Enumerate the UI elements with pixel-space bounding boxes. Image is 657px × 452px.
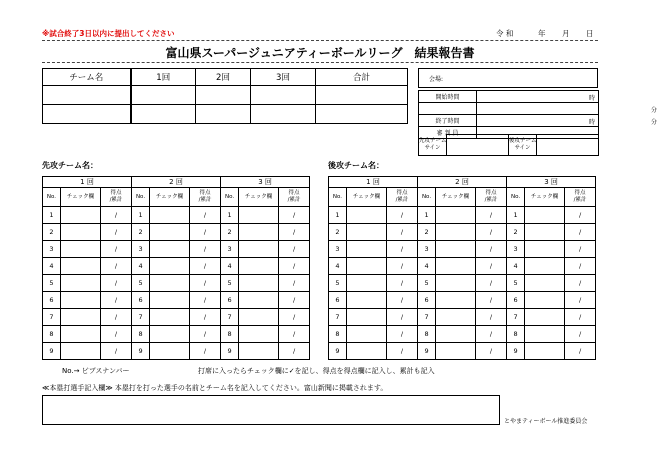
second-team-runs-cell[interactable]: / <box>387 343 418 360</box>
second-team-runs-cell[interactable]: / <box>387 224 418 241</box>
first-team-check-cell[interactable] <box>61 292 101 309</box>
second-team-col-no: No. <box>418 188 436 207</box>
first-team-batter-number: 9 <box>43 343 61 360</box>
first-team-col-no: No. <box>221 188 239 207</box>
first-team-col-runs-line1: 得点 <box>288 190 300 196</box>
second-team-check-cell[interactable] <box>525 258 565 275</box>
first-team-batter-number: 3 <box>43 241 61 258</box>
first-team-check-cell[interactable] <box>239 258 279 275</box>
first-team-check-cell[interactable] <box>150 207 190 224</box>
first-team-runs-cell[interactable]: / <box>101 343 132 360</box>
second-team-check-cell[interactable] <box>436 309 476 326</box>
second-team-batter-number: 2 <box>418 224 436 241</box>
first-team-check-cell[interactable] <box>239 275 279 292</box>
second-team-runs-cell[interactable]: / <box>476 258 507 275</box>
first-team-col-no: No. <box>132 188 150 207</box>
venue-box[interactable] <box>418 68 598 88</box>
first-team-runs-cell[interactable]: / <box>101 309 132 326</box>
second-team-batter-number: 2 <box>329 224 347 241</box>
homerun-title: ≪本塁打選手記入欄≫ 本塁打を打った選手の名前とチーム名を記入してください。富山新聞に掲載されます。 <box>42 384 388 392</box>
first-team-check-cell[interactable] <box>150 309 190 326</box>
first-team-inning-3[interactable] <box>251 86 316 105</box>
date-month: 月 <box>562 29 570 38</box>
second-team-batter-number: 6 <box>507 292 525 309</box>
end-time-cell[interactable] <box>477 115 657 127</box>
first-team-batter-number: 4 <box>132 258 150 275</box>
first-team-runs-cell[interactable]: / <box>101 292 132 309</box>
second-team-batter-number: 5 <box>329 275 347 292</box>
second-team-batter-number: 3 <box>418 241 436 258</box>
first-team-check-cell[interactable] <box>61 258 101 275</box>
first-team-check-cell[interactable] <box>239 343 279 360</box>
second-team-check-cell[interactable] <box>436 224 476 241</box>
first-team-runs-cell[interactable]: / <box>190 258 221 275</box>
first-team-batter-number: 1 <box>43 207 61 224</box>
first-team-runs-cell[interactable]: / <box>190 241 221 258</box>
second-team-runs-cell[interactable]: / <box>387 309 418 326</box>
first-team-inning-2-header: 2 回 <box>132 177 221 188</box>
second-team-batter-number: 7 <box>418 309 436 326</box>
second-team-runs-cell[interactable]: / <box>476 343 507 360</box>
first-team-runs-cell[interactable]: / <box>279 309 310 326</box>
first-sign-label-line1: 先攻チーム <box>419 138 447 144</box>
second-team-batter-number: 1 <box>329 207 347 224</box>
second-sign-label-line2: サイン <box>514 144 531 151</box>
first-team-batter-number: 5 <box>221 275 239 292</box>
second-team-check-cell[interactable] <box>525 343 565 360</box>
first-team-batter-number: 8 <box>43 326 61 343</box>
second-team-check-cell[interactable] <box>347 258 387 275</box>
first-team-check-cell[interactable] <box>61 309 101 326</box>
first-team-col-runs <box>190 188 221 207</box>
second-team-inning-1[interactable] <box>131 105 196 124</box>
second-team-col-runs-line2: /累計 <box>573 197 587 203</box>
first-team-batter-number: 7 <box>132 309 150 326</box>
second-team-runs-cell[interactable]: / <box>565 275 596 292</box>
second-team-batter-number: 6 <box>329 292 347 309</box>
venue-label: 会場: <box>429 76 444 83</box>
second-team-batter-number: 4 <box>329 258 347 275</box>
title-divider <box>42 62 598 63</box>
end-minute-unit: 分 <box>651 119 657 126</box>
second-team-check-cell[interactable] <box>525 326 565 343</box>
second-team-col-runs-line2: /累計 <box>484 197 498 203</box>
first-team-batter-number: 2 <box>43 224 61 241</box>
team-summary-table <box>42 68 408 124</box>
first-team-label: 先攻チーム名： <box>42 161 98 170</box>
second-team-col-runs <box>387 188 418 207</box>
second-team-runs-cell[interactable]: / <box>476 326 507 343</box>
first-team-col-runs-line2: /累計 <box>198 197 212 203</box>
second-team-check-cell[interactable] <box>436 258 476 275</box>
first-team-batter-number: 6 <box>43 292 61 309</box>
first-team-check-cell[interactable] <box>239 309 279 326</box>
first-team-batter-number: 8 <box>132 326 150 343</box>
second-team-check-cell[interactable] <box>525 241 565 258</box>
second-sign-label <box>509 135 537 156</box>
second-team-runs-cell[interactable]: / <box>387 292 418 309</box>
first-team-col-runs-line2: /累計 <box>109 197 123 203</box>
first-team-check-cell[interactable] <box>61 207 101 224</box>
second-team-runs-cell[interactable]: / <box>476 309 507 326</box>
first-team-runs-cell[interactable]: / <box>279 326 310 343</box>
second-team-batter-number: 3 <box>507 241 525 258</box>
second-team-batter-number: 2 <box>507 224 525 241</box>
second-team-check-cell[interactable] <box>525 207 565 224</box>
first-team-batter-number: 7 <box>43 309 61 326</box>
first-team-batter-number: 4 <box>221 258 239 275</box>
start-time-label: 開始時間 <box>419 91 477 103</box>
first-team-batter-number: 3 <box>221 241 239 258</box>
first-team-col-runs-line2: /累計 <box>287 197 301 203</box>
second-team-runs-cell[interactable]: / <box>387 275 418 292</box>
second-team-runs-cell[interactable]: / <box>387 326 418 343</box>
second-team-col-no: No. <box>507 188 525 207</box>
second-team-batter-number: 8 <box>507 326 525 343</box>
second-team-inning-2-header: 2 回 <box>418 177 507 188</box>
second-team-name-cell[interactable] <box>43 105 131 124</box>
first-team-col-runs-line1: 得点 <box>110 190 122 196</box>
second-team-check-cell[interactable] <box>347 343 387 360</box>
second-team-inning-2[interactable] <box>196 105 251 124</box>
second-team-col-runs-line1: 得点 <box>396 190 408 196</box>
first-team-check-cell[interactable] <box>150 241 190 258</box>
second-team-runs-cell[interactable]: / <box>565 258 596 275</box>
second-team-check-cell[interactable] <box>347 241 387 258</box>
first-team-check-cell[interactable] <box>150 343 190 360</box>
first-team-check-cell[interactable] <box>61 343 101 360</box>
second-team-inning-1-header: 1 回 <box>329 177 418 188</box>
second-team-batter-number: 3 <box>329 241 347 258</box>
second-sign-label-line1: 後攻チーム <box>509 138 537 145</box>
second-team-label: 後攻チーム名： <box>328 161 384 170</box>
first-team-check-cell[interactable] <box>61 326 101 343</box>
second-team-col-runs-line2: /累計 <box>395 197 409 203</box>
first-team-name-cell[interactable] <box>43 86 131 105</box>
start-minute-unit: 分 <box>651 107 657 114</box>
second-team-runs-cell[interactable]: / <box>387 258 418 275</box>
header-divider <box>42 40 598 41</box>
date-year: 年 <box>538 29 546 38</box>
second-team-check-cell[interactable] <box>347 292 387 309</box>
second-team-runs-cell[interactable]: / <box>387 241 418 258</box>
second-team-batter-number: 7 <box>507 309 525 326</box>
header-total: 合計 <box>316 69 408 86</box>
first-team-col-check: チェック欄 <box>150 188 190 207</box>
second-team-check-cell[interactable] <box>436 275 476 292</box>
second-team-batter-number: 8 <box>418 326 436 343</box>
second-team-col-runs-line1: 得点 <box>574 190 586 196</box>
second-team-runs-cell[interactable]: / <box>565 326 596 343</box>
second-team-runs-cell[interactable]: / <box>565 207 596 224</box>
first-team-runs-cell[interactable]: / <box>190 309 221 326</box>
first-team-check-cell[interactable] <box>61 275 101 292</box>
second-team-runs-cell[interactable]: / <box>565 292 596 309</box>
second-team-batter-number: 5 <box>418 275 436 292</box>
second-team-total[interactable] <box>316 105 408 124</box>
second-team-batter-number: 9 <box>329 343 347 360</box>
first-team-batter-number: 2 <box>132 224 150 241</box>
first-team-runs-cell[interactable]: / <box>101 258 132 275</box>
second-team-check-cell[interactable] <box>347 275 387 292</box>
umpire-label: 審 判 員 <box>419 127 477 139</box>
second-team-check-cell[interactable] <box>525 292 565 309</box>
first-team-check-cell[interactable] <box>150 224 190 241</box>
date-era: 令 和 <box>496 29 514 38</box>
first-team-runs-cell[interactable]: / <box>190 224 221 241</box>
first-team-check-cell[interactable] <box>150 326 190 343</box>
first-team-batter-number: 4 <box>43 258 61 275</box>
first-team-col-runs-line1: 得点 <box>199 190 211 196</box>
first-team-check-cell[interactable] <box>61 241 101 258</box>
second-team-batter-number: 6 <box>418 292 436 309</box>
header-inning-3: 3回 <box>251 69 316 86</box>
second-team-col-runs <box>476 188 507 207</box>
second-team-check-cell[interactable] <box>347 224 387 241</box>
first-team-batter-number: 5 <box>132 275 150 292</box>
entry-instruction: 打席に入ったらチェック欄に✓を記し、得点を得点欄に記入し、累計も記入 <box>198 367 435 375</box>
second-team-check-cell[interactable] <box>436 292 476 309</box>
first-team-runs-cell[interactable]: / <box>190 207 221 224</box>
first-team-batter-number: 6 <box>132 292 150 309</box>
first-team-runs-cell[interactable]: / <box>101 207 132 224</box>
first-team-check-cell[interactable] <box>239 292 279 309</box>
first-team-check-cell[interactable] <box>239 207 279 224</box>
first-team-col-runs <box>279 188 310 207</box>
end-hour-unit: 時 <box>589 119 596 126</box>
first-team-runs-cell[interactable]: / <box>101 224 132 241</box>
first-team-check-cell[interactable] <box>239 326 279 343</box>
second-team-check-cell[interactable] <box>436 343 476 360</box>
second-team-check-cell[interactable] <box>525 224 565 241</box>
second-team-col-no: No. <box>329 188 347 207</box>
first-team-runs-cell[interactable]: / <box>101 241 132 258</box>
second-team-batter-number: 8 <box>329 326 347 343</box>
first-team-col-check: チェック欄 <box>61 188 101 207</box>
second-team-runs-cell[interactable]: / <box>476 207 507 224</box>
second-team-check-cell[interactable] <box>347 326 387 343</box>
first-team-batter-number: 1 <box>132 207 150 224</box>
first-team-check-cell[interactable] <box>61 224 101 241</box>
committee-name: とやまティーボール推進委員会 <box>504 418 588 425</box>
first-team-batter-number: 5 <box>43 275 61 292</box>
first-team-check-cell[interactable] <box>150 292 190 309</box>
second-team-inning-3[interactable] <box>251 105 316 124</box>
second-team-runs-cell[interactable]: / <box>476 224 507 241</box>
second-team-col-runs <box>565 188 596 207</box>
first-team-batter-number: 8 <box>221 326 239 343</box>
first-team-batter-number: 6 <box>221 292 239 309</box>
header-inning-1: 1回 <box>131 69 196 86</box>
deadline-notice: ※試合終了3日以内に提出してください <box>42 29 175 38</box>
first-team-runs-cell[interactable]: / <box>190 343 221 360</box>
first-team-runs-cell[interactable]: / <box>190 292 221 309</box>
first-team-inning-2[interactable] <box>196 86 251 105</box>
first-team-check-cell[interactable] <box>239 224 279 241</box>
second-team-runs-cell[interactable]: / <box>565 343 596 360</box>
second-team-inning-3-header: 3 回 <box>507 177 596 188</box>
first-team-batter-number: 9 <box>221 343 239 360</box>
time-table <box>418 90 657 139</box>
first-team-check-cell[interactable] <box>239 241 279 258</box>
second-team-col-runs-line1: 得点 <box>485 190 497 196</box>
first-team-runs-cell[interactable]: / <box>279 224 310 241</box>
first-team-batter-number: 1 <box>221 207 239 224</box>
first-team-runs-cell[interactable]: / <box>101 275 132 292</box>
second-team-runs-cell[interactable]: / <box>476 241 507 258</box>
first-team-runs-cell[interactable]: / <box>190 275 221 292</box>
first-sign-label <box>419 135 447 156</box>
second-team-batter-number: 4 <box>507 258 525 275</box>
second-team-runs-cell[interactable]: / <box>565 224 596 241</box>
first-team-inning-1-header: 1 回 <box>43 177 132 188</box>
second-team-batter-number: 5 <box>507 275 525 292</box>
second-team-batter-number: 1 <box>418 207 436 224</box>
first-team-col-no: No. <box>43 188 61 207</box>
second-team-check-cell[interactable] <box>436 241 476 258</box>
first-team-total[interactable] <box>316 86 408 105</box>
homerun-entry-box[interactable] <box>42 395 500 425</box>
first-team-runs-cell[interactable]: / <box>190 326 221 343</box>
second-team-score-grid <box>328 176 596 360</box>
first-sign-label-line2: サイン <box>424 144 441 151</box>
first-team-batter-number: 2 <box>221 224 239 241</box>
signature-table <box>418 134 599 156</box>
second-team-check-cell[interactable] <box>347 309 387 326</box>
first-team-runs-cell[interactable]: / <box>279 258 310 275</box>
first-team-batter-number: 9 <box>132 343 150 360</box>
second-team-batter-number: 9 <box>507 343 525 360</box>
first-team-inning-3-header: 3 回 <box>221 177 310 188</box>
second-team-runs-cell[interactable]: / <box>565 241 596 258</box>
first-team-check-cell[interactable] <box>150 275 190 292</box>
first-team-runs-cell[interactable]: / <box>279 207 310 224</box>
first-team-col-check: チェック欄 <box>239 188 279 207</box>
second-team-runs-cell[interactable]: / <box>476 292 507 309</box>
header-inning-2: 2回 <box>196 69 251 86</box>
end-time-label: 終了時間 <box>419 115 477 127</box>
second-team-check-cell[interactable] <box>525 309 565 326</box>
second-team-runs-cell[interactable]: / <box>476 275 507 292</box>
bib-note: No.→ ビブスナンバー <box>62 367 130 375</box>
first-team-batter-number: 7 <box>221 309 239 326</box>
date-day: 日 <box>586 29 594 38</box>
first-team-runs-cell[interactable]: / <box>279 241 310 258</box>
second-team-check-cell[interactable] <box>436 207 476 224</box>
second-team-check-cell[interactable] <box>525 275 565 292</box>
second-team-batter-number: 1 <box>507 207 525 224</box>
second-team-batter-number: 4 <box>418 258 436 275</box>
first-team-inning-1[interactable] <box>131 86 196 105</box>
second-team-col-check: チェック欄 <box>525 188 565 207</box>
first-team-batter-number: 3 <box>132 241 150 258</box>
first-team-check-cell[interactable] <box>150 258 190 275</box>
first-team-runs-cell[interactable]: / <box>279 292 310 309</box>
first-team-runs-cell[interactable]: / <box>101 326 132 343</box>
second-team-check-cell[interactable] <box>436 326 476 343</box>
start-hour-unit: 時 <box>589 95 596 102</box>
second-team-col-check: チェック欄 <box>347 188 387 207</box>
second-team-batter-number: 9 <box>418 343 436 360</box>
first-team-runs-cell[interactable]: / <box>279 275 310 292</box>
second-sign-cell[interactable] <box>537 135 599 156</box>
first-team-score-grid <box>42 176 310 360</box>
first-sign-cell[interactable] <box>447 135 509 156</box>
second-team-col-check: チェック欄 <box>436 188 476 207</box>
page-title: 富山県スーパージュニアティーボールリーグ 結果報告書 <box>165 46 475 60</box>
start-time-cell[interactable] <box>477 91 599 103</box>
first-team-runs-cell[interactable]: / <box>279 343 310 360</box>
second-team-batter-number: 7 <box>329 309 347 326</box>
second-team-runs-cell[interactable]: / <box>565 309 596 326</box>
first-team-col-runs <box>101 188 132 207</box>
header-team-name: チーム名 <box>43 69 131 86</box>
second-team-runs-cell[interactable]: / <box>387 207 418 224</box>
second-team-check-cell[interactable] <box>347 207 387 224</box>
start-minute-cell[interactable] <box>477 103 657 115</box>
